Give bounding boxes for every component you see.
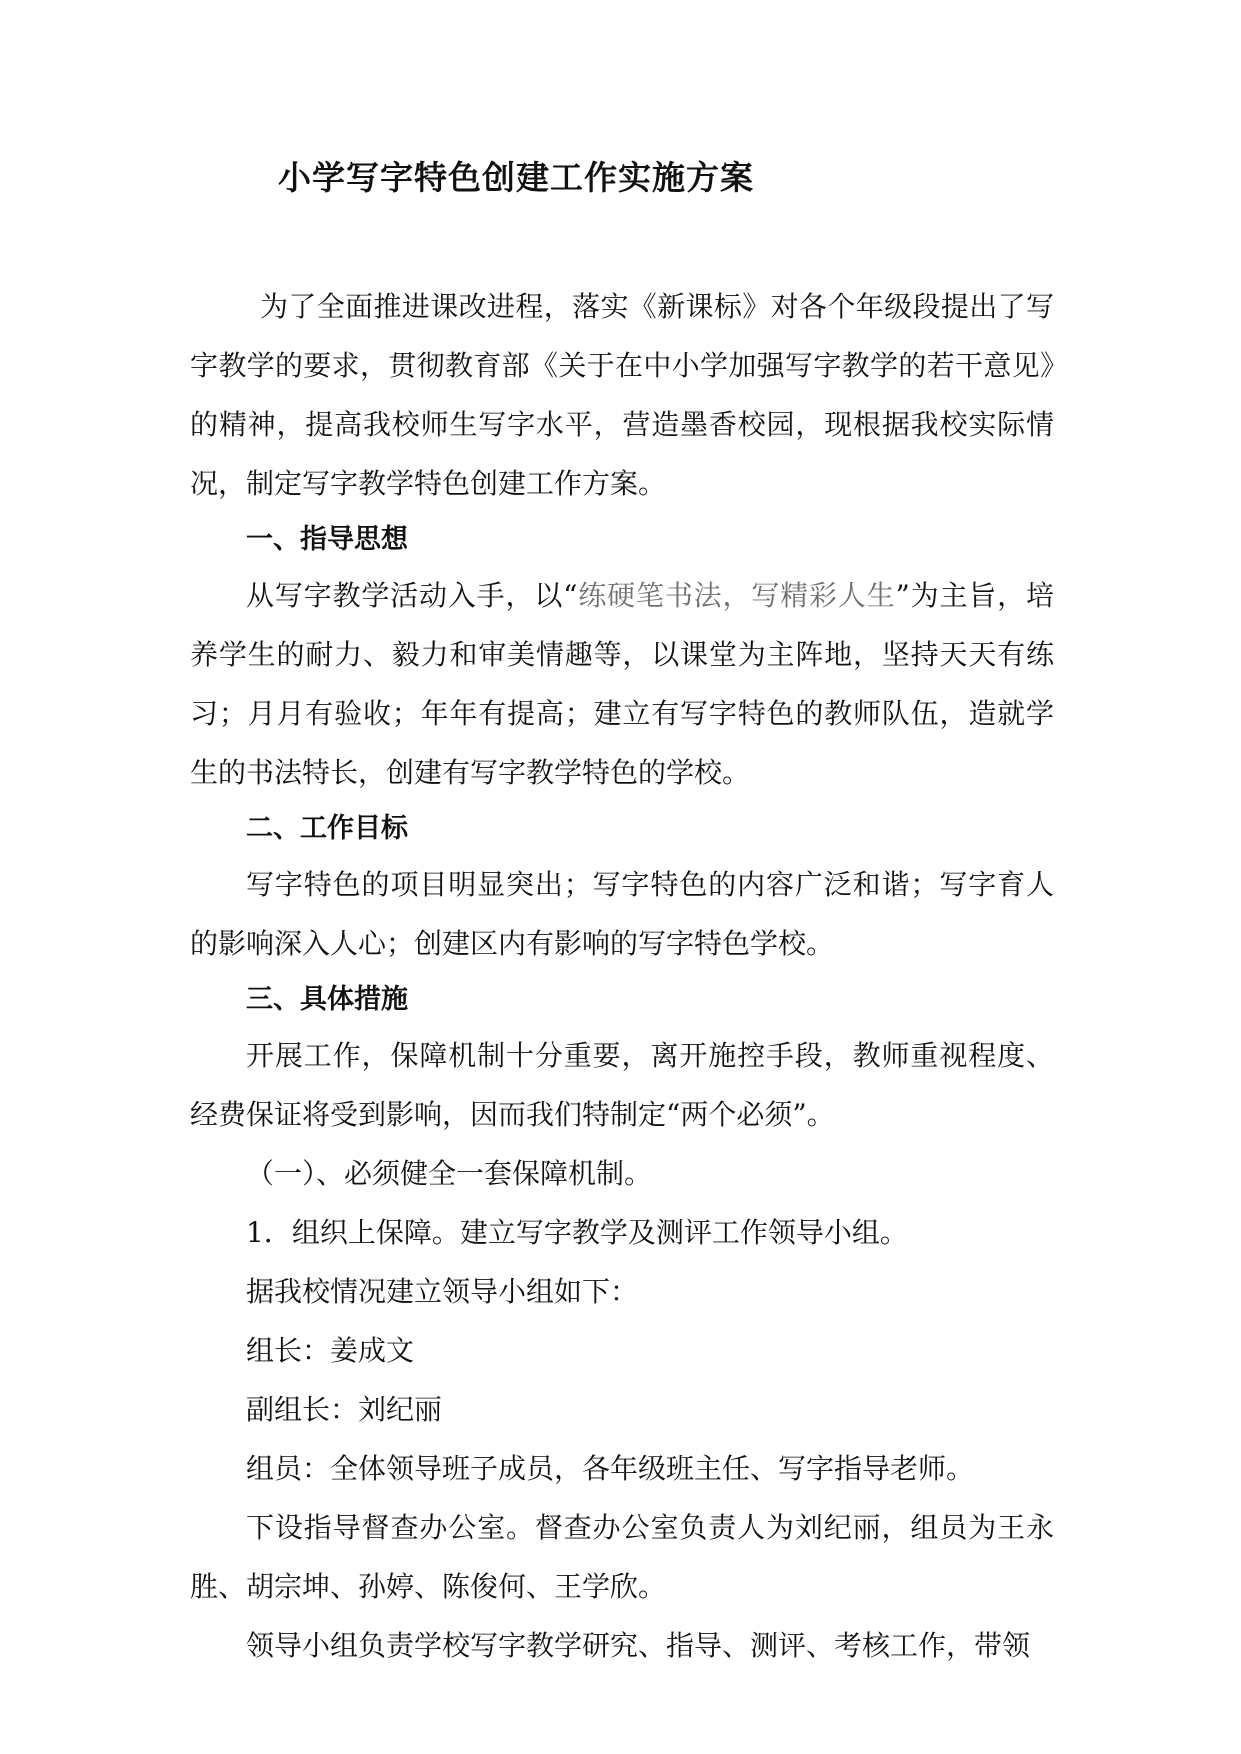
- guiding-motto: 练硬笔书法，写精彩人生: [577, 579, 896, 612]
- document-title: 小学写字特色创建工作实施方案: [278, 158, 754, 197]
- work-goals-paragraph: 写字特色的项目明显突出；写字特色的内容广泛和谐；写字育人的影响深入人心；创建区内有影响的写字特色学校。: [190, 868, 1054, 960]
- guiding-text-after: ”为主旨，培养学生的耐力、毅力和审美情趣等，以课堂为主阵地，坚持天天有练习；月月有验收；年年有提高；建立有写字特色的教师队伍，造就学生的书法特长，创建有写字教学特色的学校。: [190, 579, 1054, 789]
- guiding-ideology-paragraph: [190, 566, 1054, 802]
- duty-paragraph: 领导小组负责学校写字教学研究、指导、测评、考核工作，带领: [246, 1629, 1031, 1662]
- document-body: [190, 277, 1054, 1675]
- section-heading-specific-measures: 三、具体措施: [246, 984, 408, 1015]
- group-intro-line: 据我校情况建立领导小组如下：: [246, 1275, 639, 1308]
- measures-paragraph: 开展工作，保障机制十分重要，离开施控手段，教师重视程度、经费保证将受到影响，因而我们特制定“两个必须”。: [190, 1039, 1054, 1131]
- intro-paragraph: 为了全面推进课改进程，落实《新课标》对各个年级段提出了写字教学的要求，贯彻教育部《关于在中小学加强写字教学的若干意见》的精神，提高我校师生写字水平，营造墨香校园，现根据我校实际情况，制定写字教学特色创建工作方案。: [190, 290, 1054, 500]
- measures-item-one: 1．组织上保障。建立写字教学及测评工作领导小组。: [246, 1216, 908, 1249]
- group-deputy-line: 副组长：刘纪丽: [246, 1393, 443, 1426]
- group-leader-line: 组长：姜成文: [246, 1334, 415, 1367]
- measures-subheading-one: （一）、必须健全一套保障机制。: [246, 1157, 653, 1190]
- section-heading-guiding-ideology: 一、指导思想: [246, 524, 408, 555]
- group-members-line: 组员：全体领导班子成员，各年级班主任、写字指导老师。: [246, 1452, 975, 1485]
- guiding-text-before: 从写字教学活动入手，以“: [246, 579, 578, 612]
- office-paragraph: 下设指导督查办公室。督查办公室负责人为刘纪丽，组员为王永胜、胡宗坤、孙婷、陈俊何、王学欣。: [190, 1511, 1054, 1603]
- section-heading-work-goals: 二、工作目标: [246, 813, 408, 844]
